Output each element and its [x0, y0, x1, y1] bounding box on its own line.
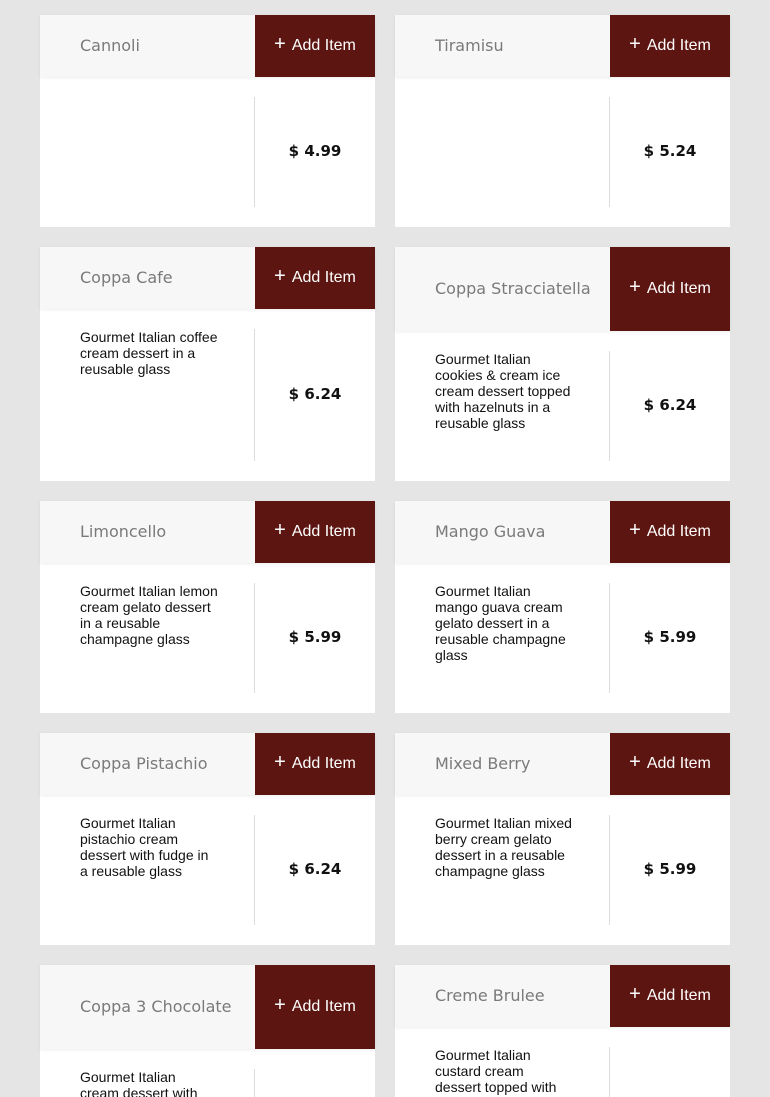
item-description: Gourmet Italian cream dessert with	[80, 1069, 198, 1097]
card-body	[395, 351, 730, 461]
menu-item-card	[395, 247, 730, 481]
card-body	[395, 1047, 730, 1097]
add-item-label: Add Item	[646, 755, 711, 772]
card-header	[40, 733, 375, 795]
item-name: Tiramisu	[435, 36, 504, 55]
item-name: Creme Brulee	[435, 986, 545, 1005]
plus-icon: +	[629, 276, 641, 298]
plus-icon: +	[629, 519, 641, 541]
plus-icon: +	[274, 519, 286, 541]
card-body	[395, 583, 730, 693]
item-name: Coppa 3 Chocolate	[80, 997, 232, 1016]
add-item-label: Add Item	[646, 37, 711, 54]
add-item-label: Add Item	[646, 987, 711, 1004]
card-header	[395, 965, 730, 1027]
item-price: $ 5.99	[643, 628, 697, 646]
item-description: Gourmet Italian coffee cream dessert in a reusable glass	[80, 329, 218, 377]
item-price: $ 5.99	[288, 628, 342, 646]
menu-item-card	[40, 733, 375, 945]
plus-icon: +	[629, 983, 641, 1005]
add-item-label: Add Item	[291, 37, 356, 54]
menu-item-card	[395, 501, 730, 713]
item-price: $ 6.24	[288, 860, 342, 878]
add-item-button[interactable]	[610, 15, 730, 77]
card-header	[40, 501, 375, 563]
add-item-label: Add Item	[291, 269, 356, 286]
menu-item-card	[395, 965, 730, 1097]
plus-icon: +	[274, 33, 286, 55]
add-item-button[interactable]	[610, 733, 730, 795]
item-description: Gourmet Italian cookies & cream ice cream dessert topped with hazelnuts in a reusable glass	[435, 351, 571, 431]
divider	[254, 1069, 255, 1097]
card-body	[395, 815, 730, 925]
card-header	[40, 247, 375, 309]
card-header	[395, 15, 730, 77]
menu-item-card	[40, 15, 375, 227]
add-item-label: Add Item	[646, 280, 711, 297]
card-header	[395, 733, 730, 795]
card-body	[40, 583, 375, 693]
card-body	[395, 97, 730, 207]
add-item-button[interactable]	[610, 501, 730, 563]
item-description: Gourmet Italian mango guava cream gelato dessert in a reusable champagne glass	[435, 583, 566, 663]
item-price: $ 6.24	[288, 385, 342, 403]
item-name: Coppa Stracciatella	[435, 279, 591, 298]
add-item-button[interactable]	[255, 501, 375, 563]
add-item-button[interactable]	[255, 247, 375, 309]
item-name: Limoncello	[80, 522, 167, 541]
item-description: Gourmet Italian lemon cream gelato dessert in a reusable champagne glass	[80, 583, 218, 647]
divider	[609, 1047, 610, 1097]
card-header	[40, 15, 375, 77]
item-name: Mixed Berry	[435, 754, 531, 773]
card-body	[40, 1069, 375, 1097]
menu-item-card	[40, 965, 375, 1097]
add-item-button[interactable]	[255, 965, 375, 1049]
card-header	[395, 247, 730, 331]
add-item-label: Add Item	[646, 523, 711, 540]
item-description: Gourmet Italian mixed berry cream gelato dessert in a reusable champagne glass	[435, 815, 572, 879]
card-body	[40, 97, 375, 207]
item-price: $ 6.24	[643, 396, 697, 414]
plus-icon: +	[629, 751, 641, 773]
item-description: Gourmet Italian pistachio cream dessert with fudge in a reusable glass	[80, 815, 209, 879]
card-body	[40, 815, 375, 925]
add-item-label: Add Item	[291, 755, 356, 772]
plus-icon: +	[274, 994, 286, 1016]
card-body	[40, 329, 375, 461]
plus-icon: +	[274, 265, 286, 287]
add-item-button[interactable]	[255, 15, 375, 77]
item-price: $ 5.24	[643, 142, 697, 160]
menu-item-card	[395, 15, 730, 227]
item-description: Gourmet Italian custard cream dessert topped with	[435, 1047, 557, 1095]
add-item-button[interactable]	[255, 733, 375, 795]
add-item-label: Add Item	[291, 523, 356, 540]
card-header	[395, 501, 730, 563]
add-item-button[interactable]	[610, 965, 730, 1027]
menu-item-card	[395, 733, 730, 945]
item-name: Coppa Cafe	[80, 268, 173, 287]
item-name: Cannoli	[80, 36, 140, 55]
item-price: $ 4.99	[288, 142, 342, 160]
item-name: Mango Guava	[435, 522, 546, 541]
plus-icon: +	[629, 33, 641, 55]
menu-item-card	[40, 501, 375, 713]
plus-icon: +	[274, 751, 286, 773]
item-name: Coppa Pistachio	[80, 754, 208, 773]
item-price: $ 5.99	[643, 860, 697, 878]
add-item-label: Add Item	[291, 998, 356, 1015]
card-header	[40, 965, 375, 1049]
add-item-button[interactable]	[610, 247, 730, 331]
menu-item-card	[40, 247, 375, 481]
